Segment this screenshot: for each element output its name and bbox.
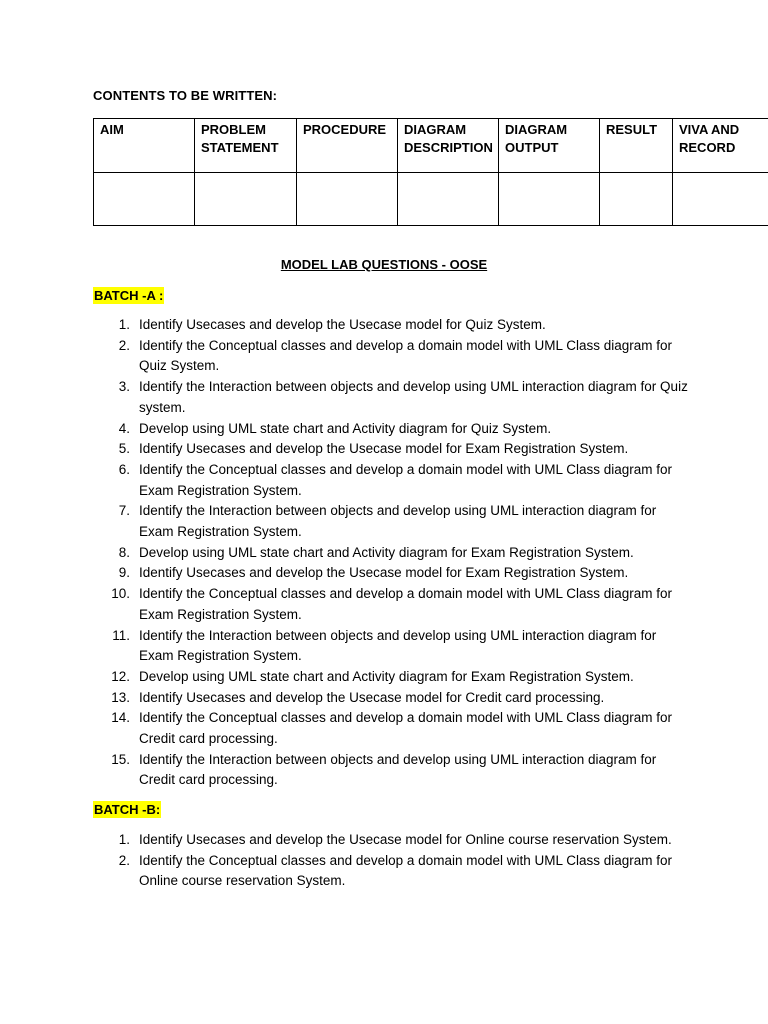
list-item: [0, 563, 768, 584]
list-item: [0, 830, 768, 851]
contents-table: [93, 118, 768, 226]
list-item: [0, 750, 768, 791]
table-cell: [195, 173, 297, 226]
list-item-text: Identify Usecases and develop the Usecase model for Quiz System.: [139, 317, 546, 332]
list-item-number: 8.: [118, 544, 130, 560]
list-item: [0, 688, 768, 709]
table-cell: [398, 173, 499, 226]
list-item-number: 1.: [118, 832, 130, 847]
batch-b-question-list: [0, 830, 768, 892]
table-empty-row: [94, 173, 768, 226]
list-item-number: 2.: [118, 852, 130, 868]
list-item-number: 1.: [118, 317, 130, 332]
list-item-text: Identify the Interaction between objects and develop using UML interaction diagram for Credit card processing.: [139, 751, 657, 788]
list-item-text: Identify the Conceptual classes and develop a domain model with UML Class diagram for Online course reservation System.: [139, 852, 673, 889]
list-item-text: Develop using UML state chart and Activity diagram for Exam Registration System.: [139, 668, 634, 684]
list-item-number: 10.: [111, 586, 130, 602]
list-item: [0, 708, 768, 749]
list-item-text: Identify Usecases and develop the Usecase model for Online course reservation System.: [139, 832, 672, 847]
list-item: [0, 667, 768, 688]
column-header-viva-and-record: VIVA AND RECORD: [673, 119, 768, 173]
column-header-diagram-description: DIAGRAM DESCRIPTION: [398, 119, 499, 173]
table-header-row: [94, 119, 768, 173]
table-cell: [499, 173, 600, 226]
list-item: [0, 439, 768, 460]
list-item-number: 15.: [111, 751, 130, 767]
table-cell: [94, 173, 195, 226]
batch-a-question-list: [0, 315, 768, 791]
list-item-number: 14.: [111, 710, 130, 726]
column-header-problem-statement: PROBLEM STATEMENT: [195, 119, 297, 173]
list-item: [0, 543, 768, 564]
list-item-number: 11.: [112, 627, 130, 643]
column-header-result: RESULT: [600, 119, 673, 173]
list-item-number: 6.: [118, 461, 130, 477]
contents-title: CONTENTS TO BE WRITTEN:: [93, 88, 278, 103]
list-item-text: Identify the Conceptual classes and develop a domain model with UML Class diagram for Quiz System.: [139, 337, 673, 374]
list-item: [0, 377, 768, 418]
list-item-number: 13.: [111, 689, 130, 705]
list-item-number: 3.: [118, 379, 130, 395]
list-item-text: Identify the Conceptual classes and develop a domain model with UML Class diagram for Exam Registration System.: [139, 461, 673, 498]
list-item-number: 2.: [118, 337, 130, 353]
list-item-text: Identify Usecases and develop the Usecase model for Exam Registration System.: [139, 441, 629, 457]
list-item-number: 4.: [118, 420, 130, 436]
table-cell: [673, 173, 768, 226]
batch-a-label: BATCH -A :: [94, 288, 164, 303]
list-item-number: 12.: [111, 668, 130, 684]
list-item: [0, 584, 768, 625]
list-item: [0, 460, 768, 501]
list-item-text: Identify the Interaction between objects and develop using UML interaction diagram for Exam Registration System.: [139, 627, 657, 664]
list-item-text: Develop using UML state chart and Activity diagram for Quiz System.: [139, 420, 552, 436]
table-cell: [600, 173, 673, 226]
column-header-procedure: PROCEDURE: [297, 119, 398, 173]
list-item-number: 7.: [118, 503, 130, 519]
list-item-text: Identify Usecases and develop the Usecase model for Exam Registration System.: [139, 565, 629, 581]
list-item: [0, 336, 768, 377]
list-item-text: Identify the Conceptual classes and develop a domain model with UML Class diagram for Exam Registration System.: [139, 586, 673, 622]
list-item-number: 5.: [118, 441, 130, 457]
list-item: [0, 851, 768, 892]
list-item: [0, 501, 768, 542]
model-lab-questions-title: MODEL LAB QUESTIONS - OOSE: [280, 257, 488, 272]
list-item-text: Identify the Interaction between objects and develop using UML interaction diagram for Exam Registration System.: [139, 503, 657, 540]
list-item-text: Identify the Conceptual classes and develop a domain model with UML Class diagram for Credit card processing.: [139, 710, 673, 747]
table-cell: [297, 173, 398, 226]
list-item-text: Identify Usecases and develop the Usecase model for Credit card processing.: [139, 689, 605, 705]
list-item-number: 9.: [118, 565, 130, 581]
batch-b-label: BATCH -B:: [94, 802, 161, 817]
list-item-text: Identify the Interaction between objects and develop using UML interaction diagram for Quiz system.: [139, 379, 688, 415]
list-item: [0, 626, 768, 667]
column-header-diagram-output: DIAGRAM OUTPUT: [499, 119, 600, 173]
column-header-aim: AIM: [94, 119, 195, 173]
list-item-text: Develop using UML state chart and Activity diagram for Exam Registration System.: [139, 544, 634, 560]
list-item: [0, 315, 768, 336]
list-item: [0, 419, 768, 440]
